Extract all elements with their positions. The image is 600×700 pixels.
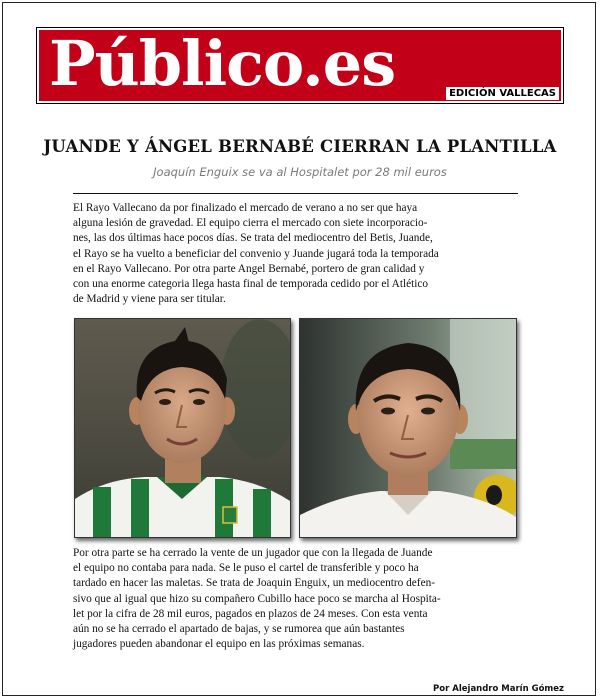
author-byline: Por Alejandro Marín Gómez — [433, 684, 564, 694]
edition-label: EDICIÓN VALLECAS — [446, 87, 559, 100]
photo-angel-bernabe — [299, 318, 517, 538]
publico-logo[interactable]: Público.es — [49, 27, 396, 100]
player-portrait-1 — [75, 319, 290, 537]
article-paragraph-1: El Rayo Vallecano da por finalizado el mercado de verano a no ser que haya alguna lesión de gravedad. El equipo cierra el mercado con siete incorporacio- nes, las dos últimas hace pocos días. Se trata del mediocentro del Betis, Juande, el Rayo se ha vuelto a beneficiar del convenio y Juande jugará toda la temporada en el Rayo Vallecano. Por otra parte Angel Bernabé, portero de gran calidad y con una enorme categoria llega hasta final de temporada cedido por el Atlético de Madrid y viene para ser titular. — [73, 202, 439, 306]
masthead — [36, 27, 564, 104]
headline-divider — [73, 193, 518, 194]
photo-juande — [74, 318, 291, 538]
article-headline: JUANDE Y ÁNGEL BERNABÉ CIERRAN LA PLANTILLA — [43, 137, 557, 156]
player-portrait-2 — [300, 319, 516, 537]
article-subhead: Joaquín Enguix se va al Hospitalet por 28 mil euros — [153, 165, 447, 179]
masthead-banner — [39, 27, 561, 101]
article-paragraph-2: Por otra parte se ha cerrado la vente de un jugador que con la llegada de Juande el equipo no contaba para nada. Se le puso el cartel de transferible y poco ha tardado en hacer las maletas. Se trata de Joaquin Enguix, un mediocentro defen- sivo que al igual que hizo su compañero Cubillo hace poco se marcha al Hospita- let por la cifra de 28 mil euros, pagados en plazos de 24 meses. Con esta venta aún no se ha cerrado el apartado de bajas, y se rumorea que aún bastantes jugadores pueden abandonar el equipo en las próximas semanas. — [73, 547, 441, 651]
